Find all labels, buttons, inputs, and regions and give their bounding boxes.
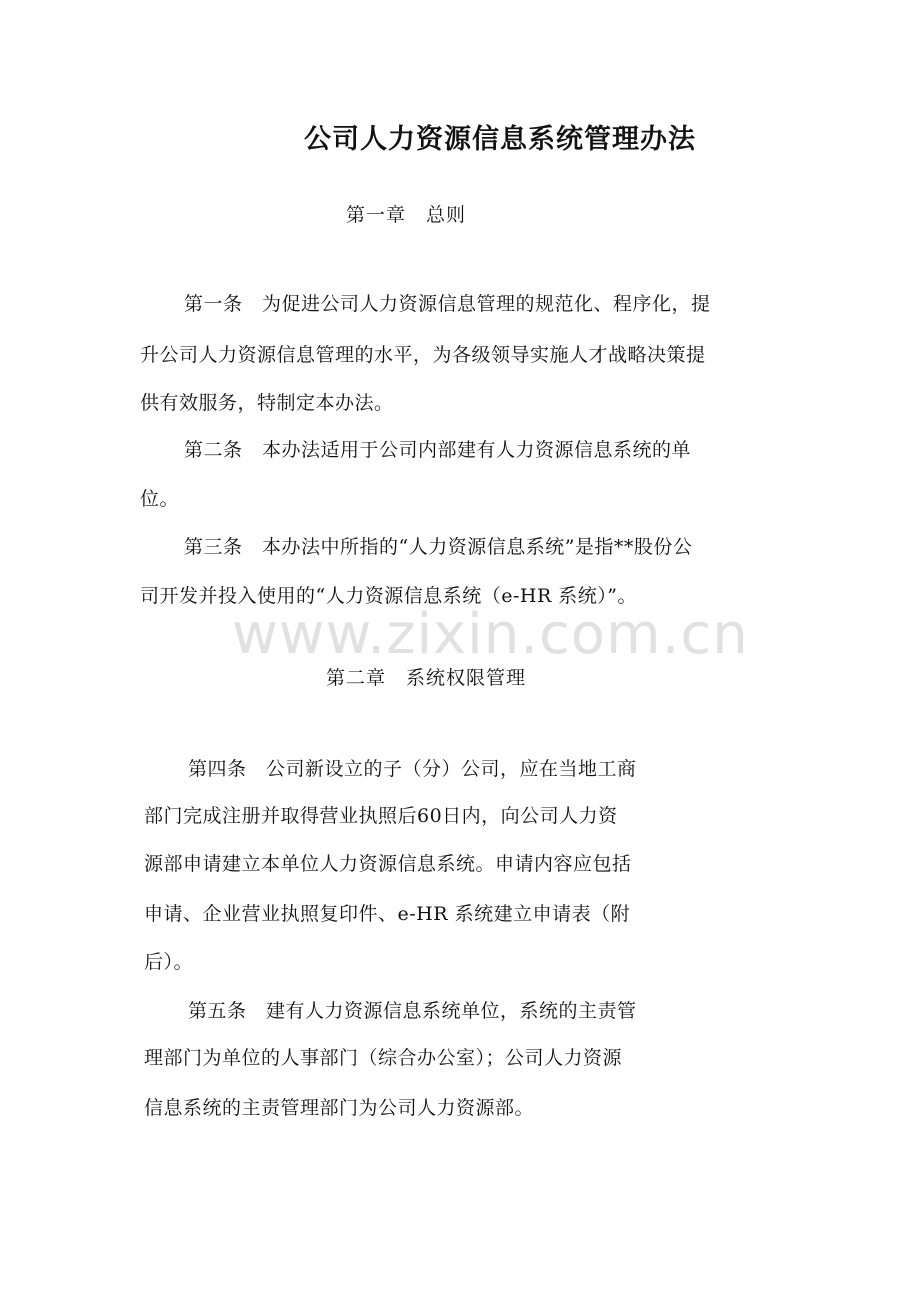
article-5-line: 信息系统的主责管理部门为公司人力资源部。 (144, 1097, 535, 1119)
article-3-line: 司开发并投入使用的“人力资源信息系统（e-HR 系统）”。 (140, 585, 638, 607)
article-1-line: 供有效服务，特制定本办法。 (140, 392, 394, 414)
article-1-line: 升公司人力资源信息管理的水平，为各级领导实施人才战略决策提 (140, 344, 706, 366)
article-4-line: 后）。 (144, 951, 194, 973)
article-4-line: 源部申请建立本单位人力资源信息系统。申请内容应包括 (144, 853, 632, 875)
article-3-line: 第三条 本办法中所指的“人力资源信息系统”是指**股份公 (184, 536, 693, 558)
chapter-1-heading: 第一章 总则 (346, 204, 467, 226)
chapter-2-heading: 第二章 系统权限管理 (326, 667, 527, 689)
article-4-line: 部门完成注册并取得营业执照后60日内，向公司人力资 (144, 805, 618, 827)
article-4-line: 申请、企业营业执照复印件、e-HR 系统建立申请表（附 (144, 903, 631, 925)
document-title: 公司人力资源信息系统管理办法 (304, 124, 696, 155)
article-5-line: 第五条 建有人力资源信息系统单位，系统的主责管 (188, 1000, 637, 1022)
article-4-line: 第四条 公司新设立的子（分）公司，应在当地工商 (188, 758, 637, 780)
article-1-line: 第一条 为促进公司人力资源信息管理的规范化、程序化，提 (184, 293, 711, 315)
article-5-line: 理部门为单位的人事部门（综合办公室）；公司人力资源 (144, 1047, 623, 1069)
watermark: www.zixin.com.cn (232, 602, 749, 667)
article-2-line: 第二条 本办法适用于公司内部建有人力资源信息系统的单 (184, 439, 692, 461)
article-2-line: 位。 (140, 488, 180, 510)
